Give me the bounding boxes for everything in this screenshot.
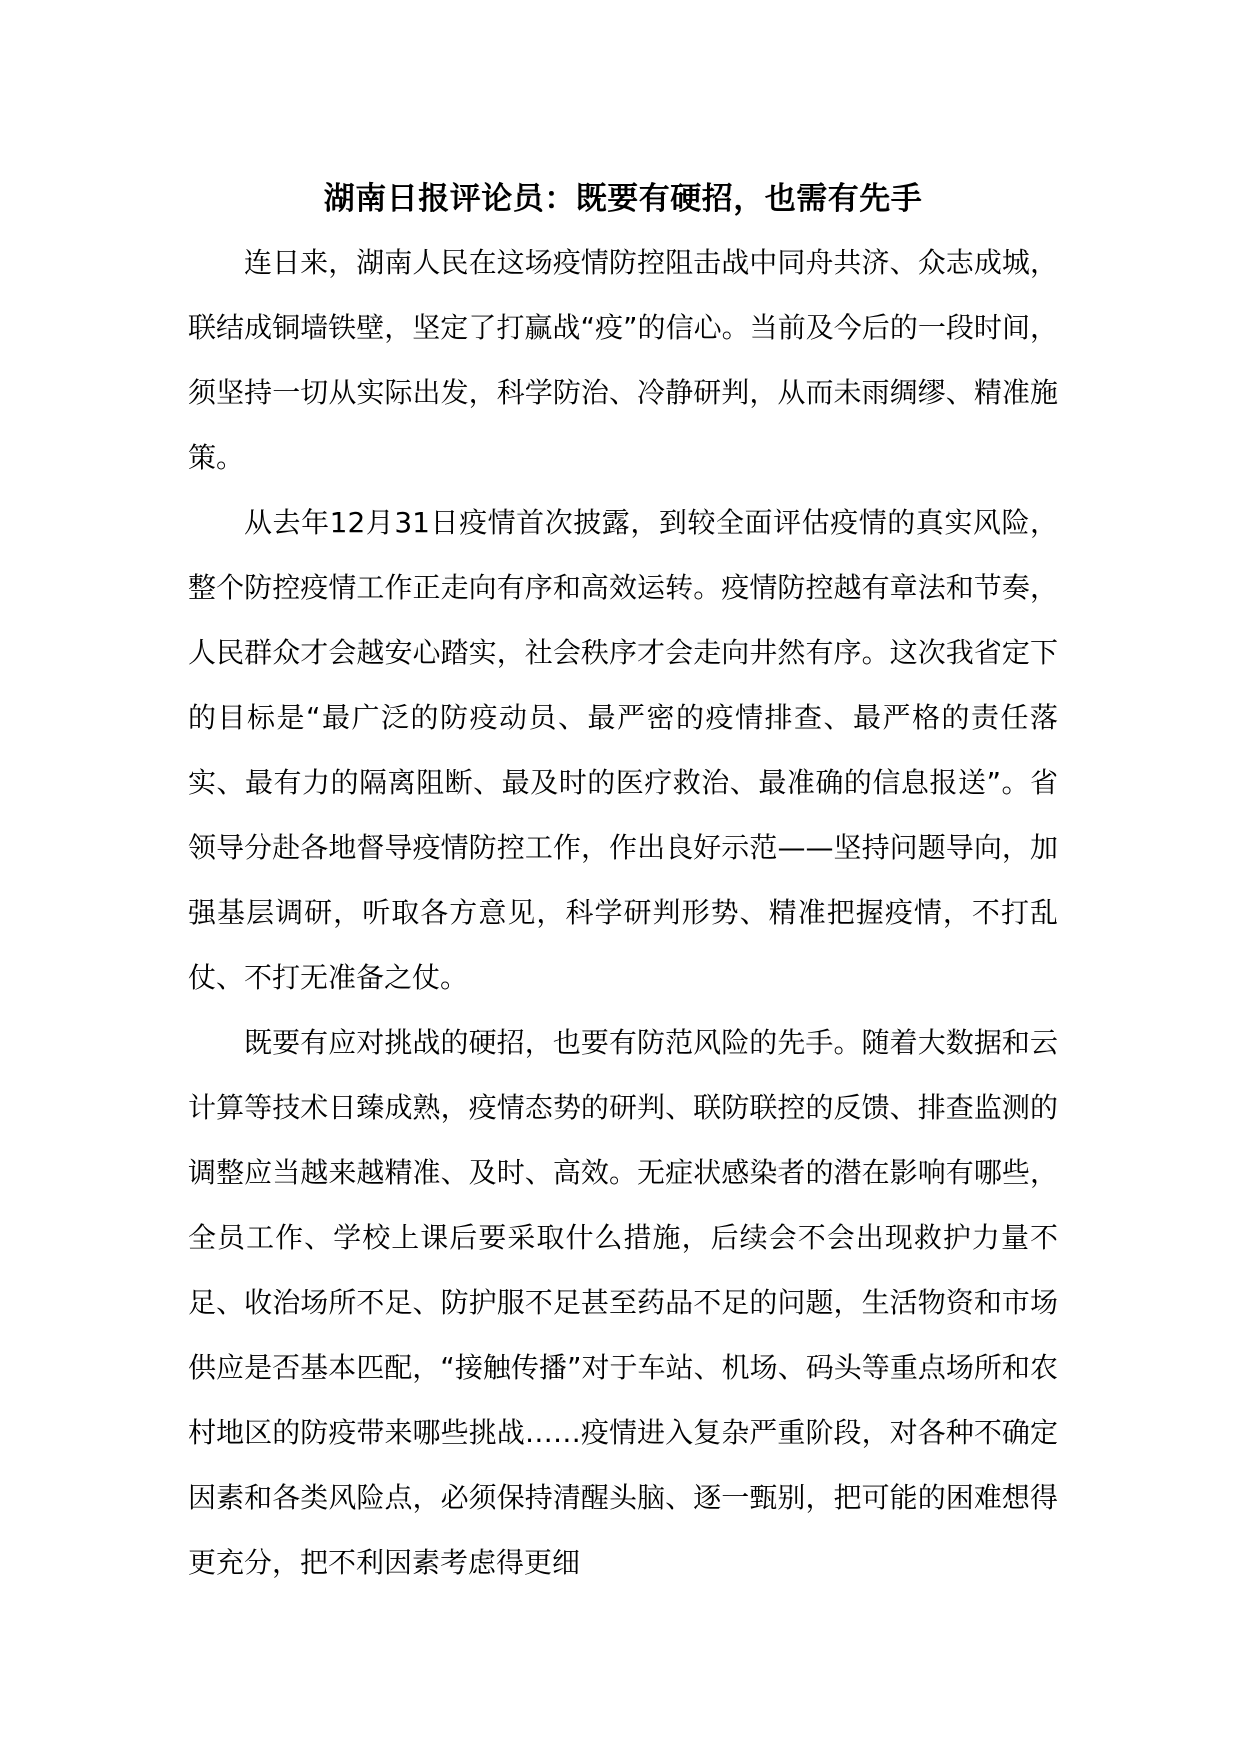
paragraph-1: 连日来，湖南人民在这场疫情防控阻击战中同舟共济、众志成城，联结成铜墙铁壁，坚定了打赢战“疫”的信心。当前及今后的一段时间，须坚持一切从实际出发，科学防治、冷静研判，从而未雨绸缪、精准施策。: [188, 246, 1058, 474]
article-title: 湖南日报评论员：既要有硬招，也需有先手: [323, 181, 923, 217]
article-body: [188, 168, 1058, 1595]
paragraph-2: 从去年12月31日疫情首次披露，到较全面评估疫情的真实风险，整个防控疫情工作正走向有序和高效运转。疫情防控越有章法和节奏，人民群众才会越安心踏实，社会秩序才会走向井然有序。这次我省定下的目标是“最广泛的防疫动员、最严密的疫情排查、最严格的责任落实、最有力的隔离阻断、最及时的医疗救治、最准确的信息报送”。省领导分赴各地督导疫情防控工作，作出良好示范——坚持问题导向，加强基层调研，听取各方意见，科学研判形势、精准把握疫情，不打乱仗、不打无准备之仗。: [188, 506, 1058, 994]
paragraph-3: 既要有应对挑战的硬招，也要有防范风险的先手。随着大数据和云计算等技术日臻成熟，疫情态势的研判、联防联控的反馈、排查监测的调整应当越来越精准、及时、高效。无症状感染者的潜在影响有哪些，全员工作、学校上课后要采取什么措施，后续会不会出现救护力量不足、收治场所不足、防护服不足甚至药品不足的问题，生活物资和市场供应是否基本匹配，“接触传播”对于车站、机场、码头等重点场所和农村地区的防疫带来哪些挑战……疫情进入复杂严重阶段，对各种不确定因素和各类风险点，必须保持清醒头脑、逐一甄别，把可能的困难想得更充分，把不利因素考虑得更细: [188, 1026, 1058, 1579]
